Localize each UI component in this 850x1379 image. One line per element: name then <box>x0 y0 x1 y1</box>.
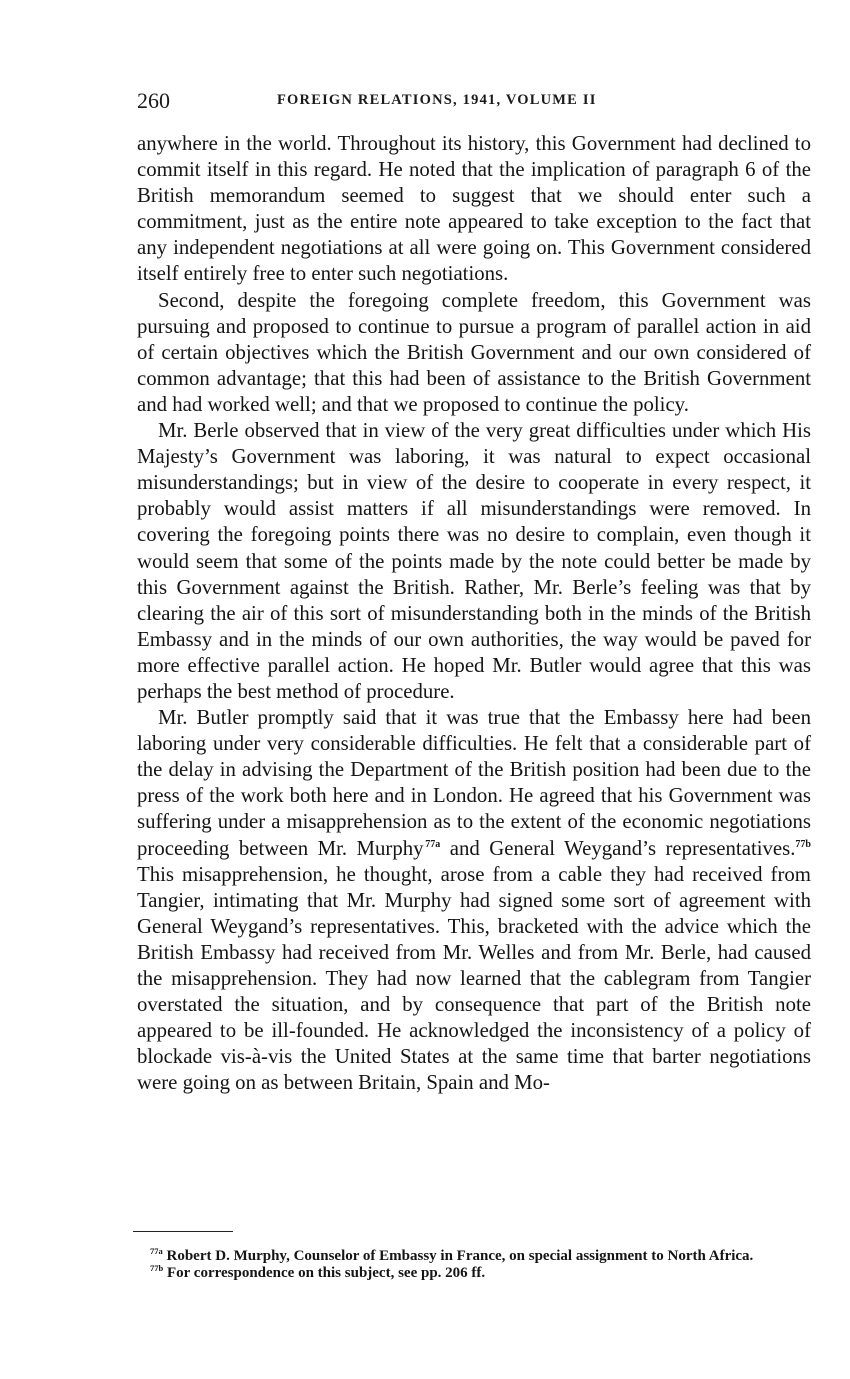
body-text <box>137 131 811 1096</box>
footnote-ref-77b: 77b <box>795 838 811 850</box>
paragraph-4-text-c: This misapprehension, he thought, arose from a cable they had received from Tangier, intimating that Mr. Murphy had signed some sort of agreement with General Weygand’s representatives. This, bracketed with the advice which the British Embassy had received from Mr. Welles and from Mr. Berle, had caused the misapprehension. They had now learned that the cablegram from Tangier overstated the situation, and by consequence that part of the British note appeared to be ill-founded. He acknowledged the inconsistency of a policy of blockade vis-à-vis the United States at the same time that barter negotiations were going on as between Britain, Spain and Mo- <box>137 862 811 1095</box>
paragraph-4 <box>137 705 811 1096</box>
footnote-77a <box>137 1248 809 1265</box>
page-header <box>137 88 812 118</box>
paragraph-1: anywhere in the world. Throughout its history, this Government had declined to commit itself in this regard. He noted that the implication of paragraph 6 of the British memorandum seemed to suggest that we should enter such a commitment, just as the entire note appeared to take exception to the fact that any independent negotiations at all were going on. This Government considered itself entirely free to enter such negotiations. <box>137 132 811 286</box>
paragraph-2: Second, despite the foregoing complete freedom, this Government was pursuing and proposed to continue to pursue a program of parallel action in aid of certain objectives which the British Government and our own considered of common advantage; that this had been of assistance to the British Government and had worked well; and that we proposed to continue the policy. <box>137 288 811 416</box>
footnote-77a-text: Robert D. Murphy, Counselor of Embassy in France, on special assignment to North Africa. <box>162 1248 754 1264</box>
footnotes <box>137 1248 809 1281</box>
paragraph-4-text-b: and General Weygand’s representatives. <box>440 836 796 860</box>
footnote-ref-77a: 77a <box>425 838 441 850</box>
page-number: 260 <box>137 88 170 113</box>
paragraph-4-text-a: Mr. Butler promptly said that it was true that the Embassy here had been laboring under very considerable difficulties. He felt that a considerable part of the delay in advising the Department of the British position had been due to the press of the work both here and in London. He agreed that his Government was suffering under a misapprehension as to the extent of the economic negotiations proceeding between Mr. Murphy <box>137 706 811 860</box>
paragraph-3: Mr. Berle observed that in view of the very great difficulties under which His Majesty’s Government was laboring, it was natural to expect occasional misunderstandings; but in view of the desire to cooperate in every respect, it probably would assist matters if all misunderstandings were removed. In covering the foregoing points there was no desire to complain, even though it would seem that some of the points made by the note could better be made by this Government against the British. Rather, Mr. Berle’s feeling was that by clearing the air of this sort of misunderstanding both in the minds of the British Embassy and in the minds of our own authorities, the way would be paved for more effective parallel action. He hoped Mr. Butler would agree that this was perhaps the best method of procedure. <box>137 419 811 703</box>
footnote-mark-77b: 77b <box>150 1262 164 1273</box>
footnote-77b-text: For correspondence on this subject, see pp. 206 ff. <box>163 1264 486 1281</box>
running-title: FOREIGN RELATIONS, 1941, VOLUME II <box>277 92 597 108</box>
footnote-divider <box>133 1231 233 1232</box>
footnote-77b <box>137 1262 809 1282</box>
footnote-mark-77a: 77a <box>150 1246 163 1256</box>
